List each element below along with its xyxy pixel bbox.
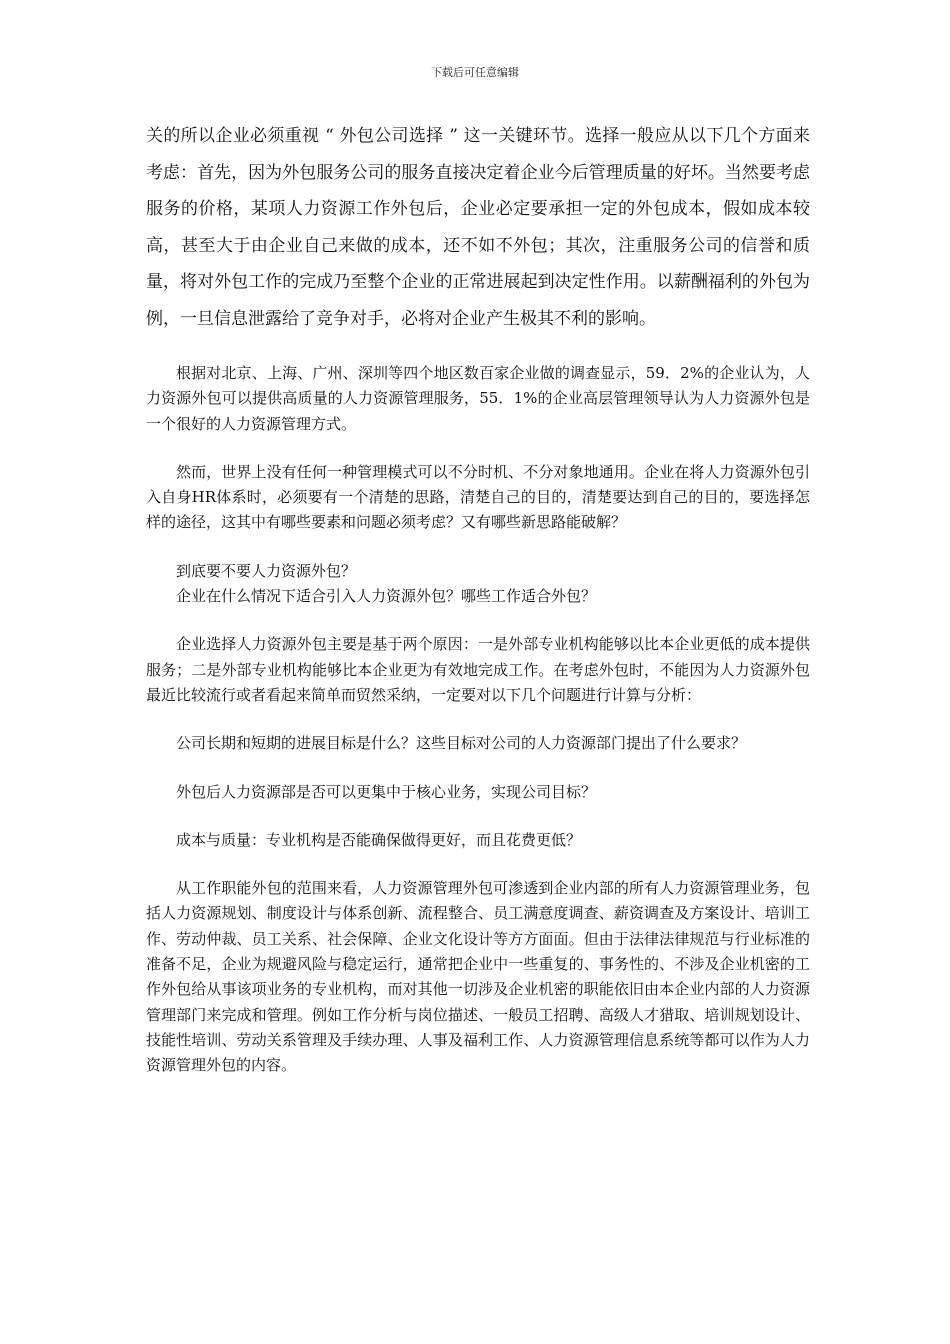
paragraph-approach: 然而，世界上没有任何一种管理模式可以不分时机、不分对象地通用。企业在将人力资源外包引入自身HR体系时，必须要有一个清楚的思路，清楚自己的目的，清楚要达到自己的目的，要选择怎样的途径，这其中有哪些要素和问题必须考虑？又有哪些新思路能破解？ xyxy=(146,462,810,532)
question-cost-quality: 成本与质量：专业机构是否能确保做得更好，而且花费更低？ xyxy=(176,830,582,849)
paragraph-reasons: 企业选择人力资源外包主要是基于两个原因：一是外部专业机构能够以比本企业更低的成本提供服务；二是外部专业机构能够比本企业更为有效地完成工作。在考虑外包时，不能因为人力资源外包最近比较流行或者看起来简单而贸然采纳，一定要对以下几个问题进行计算与分析： xyxy=(146,635,810,704)
spacer xyxy=(146,437,810,460)
question-goals: 公司长期和短期的进展目标是什么？这些目标对公司的人力资源部门提出了什么要求？ xyxy=(176,734,747,753)
paragraph-scope: 从工作职能外包的范围来看，人力资源管理外包可渗透到企业内部的所有人力资源管理业务，包括人力资源规划、制度设计与体系创新、流程整合、员工满意度调查、薪资调查及方案设计、培训工作、劳动仲裁、员工关系、社会保障、企业文化设计等方方面面。但由于法律法律规范与行业标准的准备不足，企业为规避风险与稳定运行，通常把企业中一些重复的、事务性的、不涉及企业机密的工作外包给从事该项业务的专业机构，而对其他一切涉及企业机密的职能依旧由本企业内部的人力资源管理部门来完成和管理。例如工作分析与岗位描述、一般员工招聘、高级人才猎取、培训规划设计、技能性培训、劳动关系管理及手续办理、人事及福利工作、人力资源管理信息系统等都可以作为人力资源管理外包的内容。 xyxy=(146,879,810,1075)
spacer xyxy=(146,708,810,731)
document-body xyxy=(146,118,810,1079)
spacer xyxy=(146,609,810,632)
spacer xyxy=(146,853,810,876)
spacer xyxy=(146,337,810,361)
question-heading: 到底要不要人力资源外包？ xyxy=(176,561,357,580)
spacer xyxy=(146,536,810,559)
paragraph-survey: 根据对北京、上海、广州、深圳等四个地区数百家企业做的调查显示，59．2%的企业认为，人力资源外包可以提供高质量的人力资源管理服务，55．1%的企业高层管理领导认为人力资源外包是一个很好的人力资源管理方式。 xyxy=(146,364,810,433)
question-core-business: 外包后人力资源部是否可以更集中于核心业务，实现公司目标？ xyxy=(176,782,597,801)
spacer xyxy=(146,757,810,780)
spacer xyxy=(146,805,810,828)
lead-paragraph: 关的所以企业必须重视 “ 外包公司选择 ” 这一关键环节。选择一般应从以下几个方面来考虑：首先，因为外包服务公司的服务直接决定着企业今后管理质量的好坏。当然要考虑服务的价格，某项人力资源工作外包后，企业必定要承担一定的外包成本，假如成本较高，甚至大于由企业自己来做的成本，还不如不外包；其次，注重服务公司的信誉和质量，将对外包工作的完成乃至整个企业的正常进展起到决定性作用。以薪酬福利的外包为例，一旦信息泄露给了竞争对手，必将对企业产生极其不利的影响。 xyxy=(146,126,810,329)
question-subheading: 企业在什么情况下适合引入人力资源外包？哪些工作适合外包？ xyxy=(176,587,597,606)
page-header: 下载后可任意编辑 xyxy=(431,66,519,79)
